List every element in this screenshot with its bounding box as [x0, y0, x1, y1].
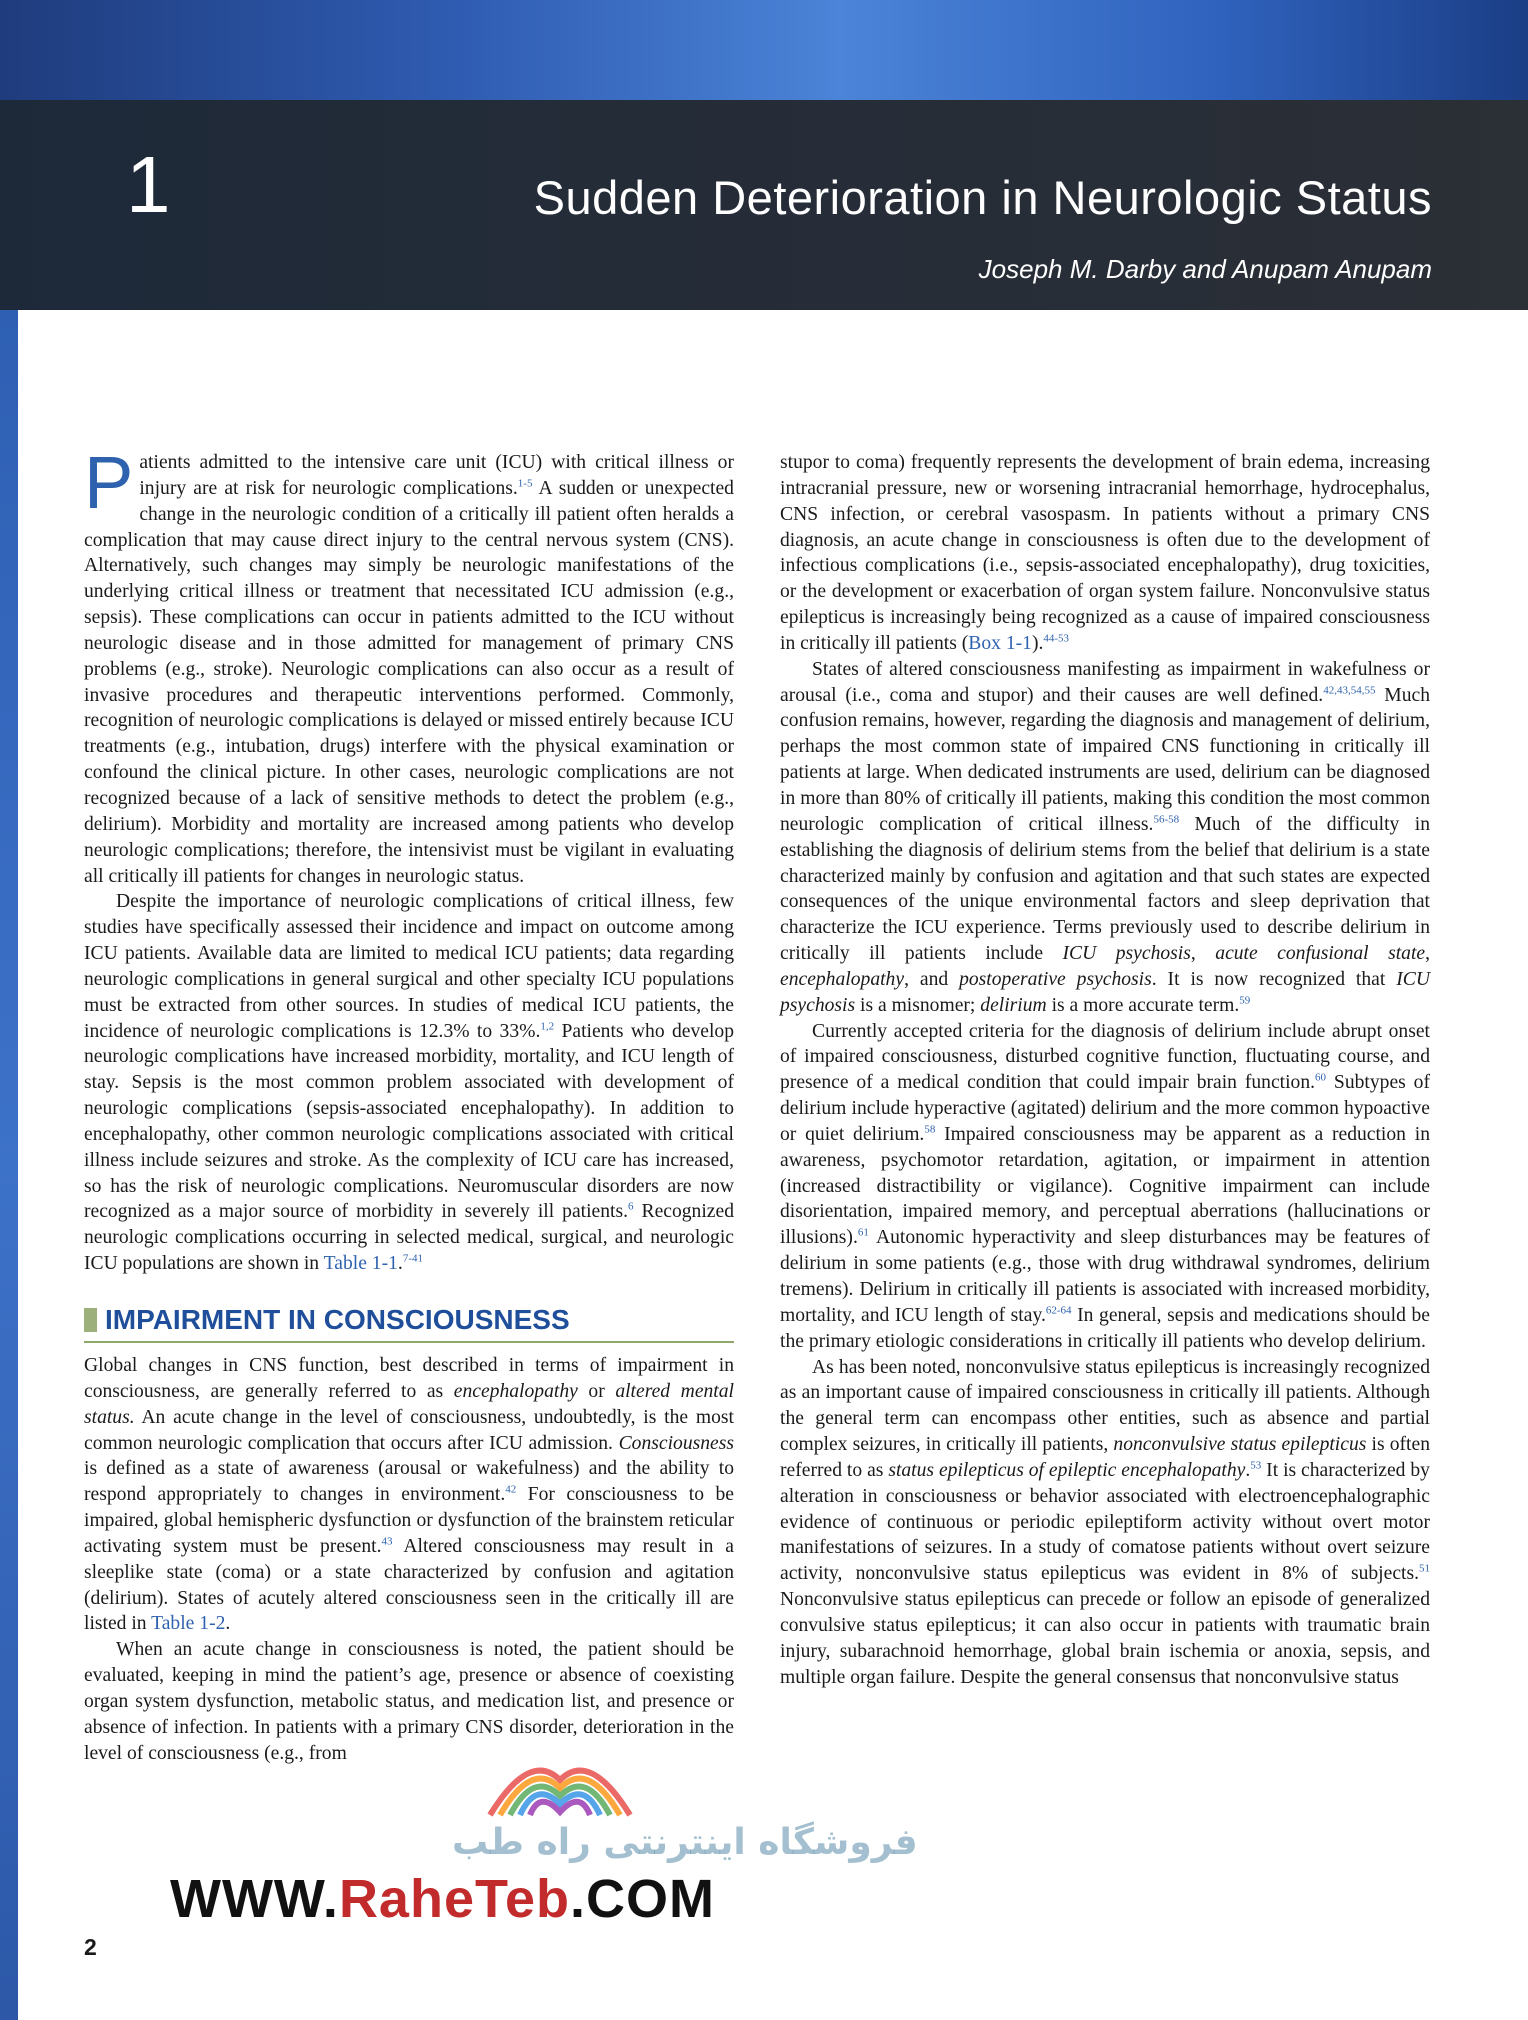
table-1-1-link[interactable]: Table 1-1: [323, 1253, 398, 1275]
intro-paragraph: Patients admitted to the intensive care unit (ICU) with critical illness or injury are at risk for neurologic complications.$^{1-5}$ A sudden or unexpected change in the neurologic condition of a critically ill patient often heralds a complication that may cause direct injury to the central nervous system (CNS). Alternatively, such changes may simply be neurologic manifestations of the underlying critical illness or treatment that necessitated ICU admission (e.g., sepsis). These complications can occur in patients admitted to the ICU without neurologic disease and in those admitted for management of primary CNS problems (e.g., stroke). Neurologic complications can also occur as a result of invasive procedures and therapeutic interventions performed. Commonly, recognition of neurologic complications is delayed or missed entirely because ICU treatments (e.g., intubation, drugs) interfere with the physical examination or confound the clinical picture. In other cases, neurologic complications are not recognized because of a lack of sensitive methods to detect the problem (e.g., delirium). Morbidity and mortality are increased among patients who develop neurologic complications; therefore, the intensivist must be vigilant in evaluating all critically ill patients for changes in neurologic status.: [84, 441, 734, 887]
heading-marker: [84, 1308, 97, 1332]
box-1-1-link[interactable]: Box 1-1: [968, 632, 1032, 654]
right-column: [780, 450, 1430, 1691]
header-top-band: [0, 0, 1528, 100]
table-1-2-link[interactable]: Table 1-2: [151, 1613, 226, 1635]
drop-cap: P: [84, 441, 134, 524]
watermark-url-suffix: .COM: [569, 1869, 715, 1929]
chapter-authors: Joseph M. Darby and Anupam Anupam: [978, 254, 1432, 284]
body-paragraph: Global changes in CNS function, best described in terms of impairment in consciousness, are generally referred to as encephalopathy or altered mental status. An acute change in the level of consciousness, undoubtedly, is the most common neurologic complication that occurs after ICU admission. Consciousness is defined as a state of awareness (arousal or wakefulness) and the ability to respond appropriately to changes in environment.$^{42}$ For consciousness to be impaired, global hemispheric dysfunction or dysfunction of the brainstem reticular activating system must be present.$^{43}$ Altered consciousness may result in a sleeplike state (coma) or a state characterized by confusion and agitation (delirium). States of acutely altered consciousness seen in the critically ill are listed in Table 1-2.: [84, 1355, 734, 1635]
watermark-persian-text: فروشگاه اینترنتی راه طب: [452, 1822, 918, 1863]
body-paragraph: As has been noted, nonconvulsive status epilepticus is increasingly recognized as an important cause of impaired consciousness in critically ill patients. Although the general term can encompass other entities, such as absence and partial complex seizures, in critically ill patients, nonconvulsive status epilepticus is often referred to as status epilepticus of epileptic encephalopathy.$^{53}$ It is characterized by alteration in consciousness or behavior associated with electroencephalographic evidence of continuous or periodic epileptiform activity without overt motor manifestations of seizures. In a study of comatose patients without overt seizure activity, nonconvulsive status epilepticus was evident in 8% of subjects.$^{51}$ Nonconvulsive status epilepticus can precede or follow an episode of generalized convulsive status epilepticus; it can also occur in patients with traumatic brain injury, subarachnoid hemorrhage, global brain ischemia or anoxia, sepsis, and multiple organ failure. Despite the general consensus that nonconvulsive status: [780, 1356, 1430, 1688]
chapter-title: Sudden Deterioration in Neurologic Status: [533, 171, 1432, 224]
body-paragraph: Despite the importance of neurologic complications of critical illness, few studies have specifically assessed their incidence and impact on outcome among ICU patients. Available data are limited to medical ICU patients; data regarding neurologic complications in general surgical and other specialty ICU populations must be extracted from other sources. In studies of medical ICU patients, the incidence of neurologic complications is 12.3% to 33%.$^{1,2}$ Patients who develop neurologic complications have increased morbidity, mortality, and ICU length of stay. Sepsis is the most common problem associated with development of neurologic complications (sepsis-associated encephalopathy). In addition to encephalopathy, other common neurologic complications associated with critical illness include seizures and stroke. As the complexity of ICU care has increased, so has the risk of neurologic complications. Neuromuscular disorders are now recognized as a major source of morbidity in severely ill patients.$^6$ Recognized neurologic complications occurring in selected medical, surgical, and neurologic ICU populations are shown in Table 1-1.$^{7-41}$: [84, 891, 734, 1275]
watermark-url-prefix: WWW.: [170, 1869, 339, 1929]
watermark-url-accent: RaheTeb: [338, 1869, 570, 1929]
body-paragraph: stupor to coma) frequently represents the development of brain edema, increasing intracranial pressure, new or worsening intracranial hemorrhage, hydrocephalus, CNS infection, or cerebral vasospasm. In patients without a primary CNS diagnosis, an acute change in consciousness is often due to the development of infectious complications (i.e., sepsis-associated encephalopathy), drug toxicities, or the development or exacerbation of organ system failure. Nonconvulsive status epilepticus is increasingly being recognized as a cause of impaired consciousness in critically ill patients (Box 1-1).$^{44-53}$: [780, 452, 1430, 654]
page-number: 2: [84, 1934, 97, 1960]
body-paragraph: When an acute change in consciousness is noted, the patient should be evaluated, keeping in mind the patient’s age, presence or absence of coexisting organ system dysfunction, metabolic status, and medication list, and presence or absence of infection. In patients with a primary CNS disorder, deterioration in the level of consciousness (e.g., from: [84, 1639, 734, 1764]
section-heading-text: IMPAIRMENT IN CONSCIOUSNESS: [105, 1304, 570, 1335]
left-margin-bar: [0, 310, 18, 2020]
body-paragraph: Currently accepted criteria for the diagnosis of delirium include abrupt onset of impaired consciousness, disturbed cognitive function, fluctuating course, and presence of a medical condition that could impair brain function.$^{60}$ Subtypes of delirium include hyperactive (agitated) delirium and the more common hypoactive or quiet delirium.$^{58}$ Impaired consciousness may be apparent as a reduction in awareness, psychomotor retardation, agitation, or impairment in attention (increased distractibility or vigilance). Cognitive impairment can include disorientation, impaired memory, and perceptual aberrations (hallucinations or illusions).$^{61}$ Autonomic hyperactivity and sleep disturbances may be features of delirium in some patients (e.g., those with drug withdrawal syndromes, delirium tremens). Delirium in critically ill patients is associated with increased morbidity, mortality, and ICU length of stay.$^{62-64}$ In general, sepsis and medications should be the primary etiologic considerations in critically ill patients who develop delirium.: [780, 1020, 1430, 1352]
left-column: [84, 441, 734, 1767]
watermark-url: [170, 1868, 715, 1930]
section-heading: [84, 1303, 734, 1343]
chapter-number: 1: [126, 140, 171, 229]
watermark-book-logo: [470, 1720, 650, 1830]
body-paragraph: States of altered consciousness manifesting as impairment in wakefulness or arousal (i.e., coma and stupor) and their causes are well defined.$^{42,43,54,55}$ Much confusion remains, however, regarding the diagnosis and management of delirium, perhaps the most common state of impaired CNS functioning in critically ill patients at large. When dedicated instruments are used, delirium can be diagnosed in more than 80% of critically ill patients, making this condition the most common neurologic complication of critical illness.$^{56-58}$ Much of the difficulty in establishing the diagnosis of delirium stems from the belief that delirium is a state characterized mainly by confusion and agitation and that such states are expected consequences of the unique environmental factors and sleep deprivation that characterize the ICU experience. Terms previously used to describe delirium in critically ill patients include ICU psychosis, acute confusional state, encephalopathy, and postoperative psychosis. It is now recognized that ICU psychosis is a misnomer; delirium is a more accurate term.$^{59}$: [780, 658, 1431, 1016]
